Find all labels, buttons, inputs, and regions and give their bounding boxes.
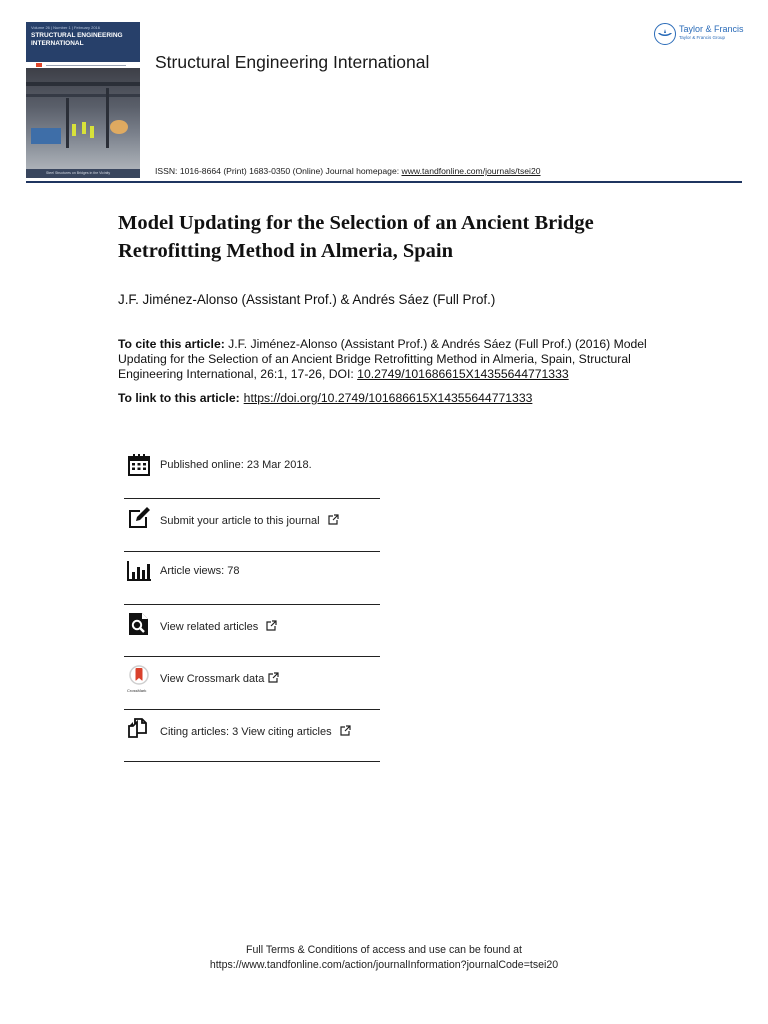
taylor-francis-logo — [654, 22, 746, 46]
cover-band-mark — [36, 63, 42, 67]
info-divider — [124, 551, 380, 552]
cover-worker — [72, 124, 76, 136]
external-link-icon — [268, 672, 279, 683]
cover-worker — [90, 126, 94, 138]
link-label: To link to this article: — [118, 391, 240, 405]
published-row — [124, 450, 380, 502]
article-views-text: Article views: 78 — [160, 565, 240, 577]
cover-header — [26, 22, 140, 62]
cover-issue-text: Volume 26 | Number 1 | February 2016 — [31, 25, 101, 30]
taylor-francis-lamp-icon — [654, 23, 676, 45]
journal-homepage-link[interactable]: www.tandfonline.com/journals/tsei20 — [401, 166, 541, 176]
terms-text: Full Terms & Conditions of access and use can be found at — [246, 944, 522, 956]
submit-article-label: Submit your article to this journal — [160, 515, 320, 527]
crossmark-icon — [127, 665, 151, 689]
article-doi-link[interactable]: https://doi.org/10.2749/101686615X14355644771333 — [243, 391, 533, 405]
issn-text: ISSN: 1016-8664 (Print) 1683-0350 (Online) Journal homepage: — [155, 166, 402, 176]
terms-footer — [0, 943, 768, 973]
citing-articles-row[interactable] — [124, 714, 380, 766]
cover-beam — [26, 82, 140, 86]
cite-text: J.F. Jiménez-Alonso (Assistant Prof.) & Andrés Sáez (Full Prof.) (2016) Model Updating for the Selection of an Ancient Bridge Retrofitting Method in Almeria, Spain, Structural Engineering International, 26:1, 17-26, DOI: — [118, 337, 647, 381]
cover-photo — [26, 68, 140, 178]
calendar-icon — [127, 453, 151, 477]
cite-label: To cite this article: — [118, 337, 225, 351]
cite-doi-link[interactable]: 10.2749/101686615X14355644771333 — [357, 367, 569, 381]
crossmark-logo-text: CrossMark — [127, 688, 147, 693]
cover-column — [66, 98, 69, 148]
pencil-edit-icon — [127, 506, 151, 530]
issn-line — [155, 166, 541, 176]
terms-url[interactable]: https://www.tandfonline.com/action/journalInformation?journalCode=tsei20 — [209, 959, 559, 971]
external-link-icon — [340, 725, 351, 736]
cover-title-line2: INTERNATIONAL — [31, 40, 84, 47]
related-articles-label: View related articles — [160, 621, 259, 633]
related-articles-link[interactable] — [160, 620, 277, 633]
citing-articles-link[interactable] — [160, 725, 351, 738]
info-divider — [124, 604, 380, 605]
cover-machine — [31, 128, 61, 144]
crossmark-label: View Crossmark data — [160, 673, 265, 685]
external-link-icon — [328, 514, 339, 525]
publisher-group: Taylor & Francis Group — [679, 35, 726, 40]
cover-worker — [82, 122, 86, 134]
submit-article-row[interactable] — [124, 503, 380, 555]
cover-column — [106, 88, 109, 148]
info-divider — [124, 761, 380, 762]
citation-block — [118, 337, 678, 382]
article-link-line — [118, 391, 532, 405]
citing-articles-label: Citing articles: 3 View citing articles — [160, 726, 332, 738]
crossmark-row[interactable] — [124, 661, 380, 713]
journal-title: Structural Engineering International — [155, 52, 430, 72]
crossmark-link[interactable] — [160, 672, 279, 685]
article-views-row — [124, 556, 380, 608]
info-divider — [124, 656, 380, 657]
submit-article-link[interactable] — [160, 514, 339, 527]
citing-documents-icon — [127, 717, 151, 741]
header-divider — [26, 181, 742, 183]
info-divider — [124, 709, 380, 710]
bar-chart-icon — [127, 559, 151, 583]
journal-cover-image — [26, 22, 140, 178]
cover-beam — [26, 94, 140, 97]
cover-title-line1: STRUCTURAL ENGINEERING — [31, 32, 123, 39]
document-search-icon — [127, 612, 151, 636]
cover-band-line — [46, 65, 126, 66]
article-authors: J.F. Jiménez-Alonso (Assistant Prof.) & Andrés Sáez (Full Prof.) — [118, 292, 496, 307]
cover-welding-spark — [110, 120, 128, 134]
cover-caption: Steel Structures on Bridges in the Vicinity — [26, 169, 140, 178]
published-text: Published online: 23 Mar 2018. — [160, 459, 312, 471]
external-link-icon — [266, 620, 277, 631]
related-articles-row[interactable] — [124, 609, 380, 661]
info-divider — [124, 498, 380, 499]
article-title: Model Updating for the Selection of an Ancient Bridge Retrofitting Method in Almeria, Spain — [118, 212, 594, 262]
publisher-name: Taylor & Francis — [679, 24, 744, 34]
